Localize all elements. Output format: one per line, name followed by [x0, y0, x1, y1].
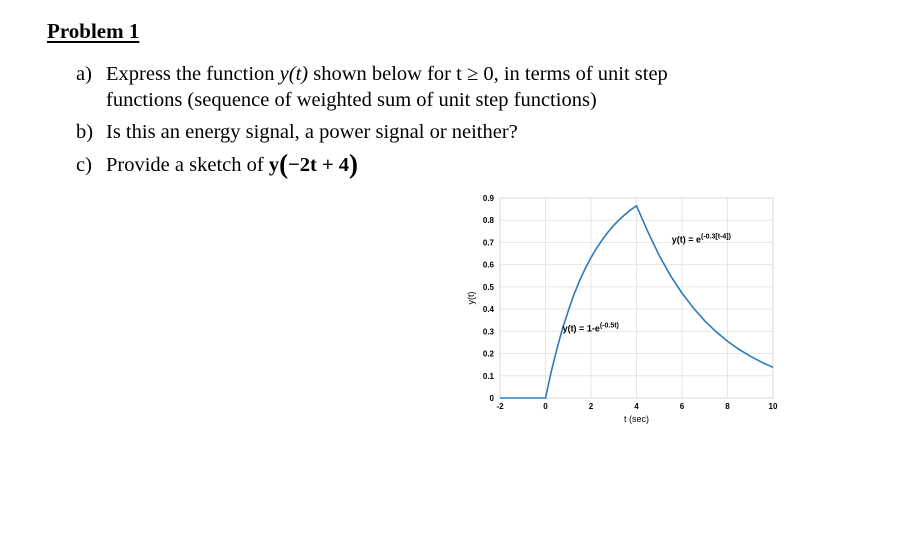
x-tick-label: 10: [768, 402, 778, 411]
part-b-text: Is this an energy signal, a power signal or neither?: [106, 121, 518, 143]
annotation-base: y(t) = 1-e: [562, 323, 600, 334]
annotation-exponent: (-0.5t): [599, 322, 619, 330]
math-open-paren: (: [279, 149, 289, 179]
y-tick-label: 0: [489, 394, 494, 403]
y-tick-label: 0.5: [482, 282, 494, 292]
x-tick-label: 6: [679, 402, 685, 411]
y-tick-label: 0.6: [482, 260, 494, 270]
part-c-text: Provide a sketch of: [106, 154, 269, 176]
tick-labels: [483, 194, 778, 411]
part-a-text-2: shown below for t ≥ 0, in terms of unit step: [308, 63, 668, 85]
y-axis-label: y(t): [466, 291, 476, 305]
part-a-line2: functions (sequence of weighted sum of unit step functions): [106, 89, 597, 111]
x-tick-label: 8: [725, 402, 730, 411]
y-tick-label: 0.9: [482, 194, 494, 203]
problem-title: Problem 1: [47, 19, 140, 43]
y-tick-label: 0.3: [482, 327, 494, 337]
x-tick-label: 4: [634, 402, 639, 411]
part-b-label: b): [76, 121, 94, 143]
math-inner: −2t + 4: [288, 154, 350, 176]
chart-grid: [500, 198, 773, 398]
part-a-label: a): [76, 63, 92, 85]
annotations: [563, 233, 731, 333]
x-tick-label: -2: [496, 402, 504, 411]
math-close-paren: ): [349, 149, 359, 179]
y-tick-label: 0.7: [482, 238, 494, 248]
math-y: y: [268, 154, 280, 176]
part-c-label: c): [76, 154, 92, 176]
annotation-base: y(t) = e: [671, 234, 702, 245]
y-tick-label: 0.8: [482, 216, 494, 226]
part-a-text-1: Express the function: [106, 63, 280, 85]
annotation-exponent: (-0.3[t-4]): [701, 233, 731, 241]
y-tick-label: 0.4: [482, 305, 494, 315]
x-axis-label: t (sec): [623, 414, 650, 424]
x-tick-label: 2: [588, 402, 594, 411]
y-tick-label: 0.1: [482, 371, 494, 381]
part-a-func: y(t): [279, 63, 309, 85]
x-tick-label: 0: [543, 402, 548, 411]
y-tick-label: 0.2: [482, 349, 494, 359]
